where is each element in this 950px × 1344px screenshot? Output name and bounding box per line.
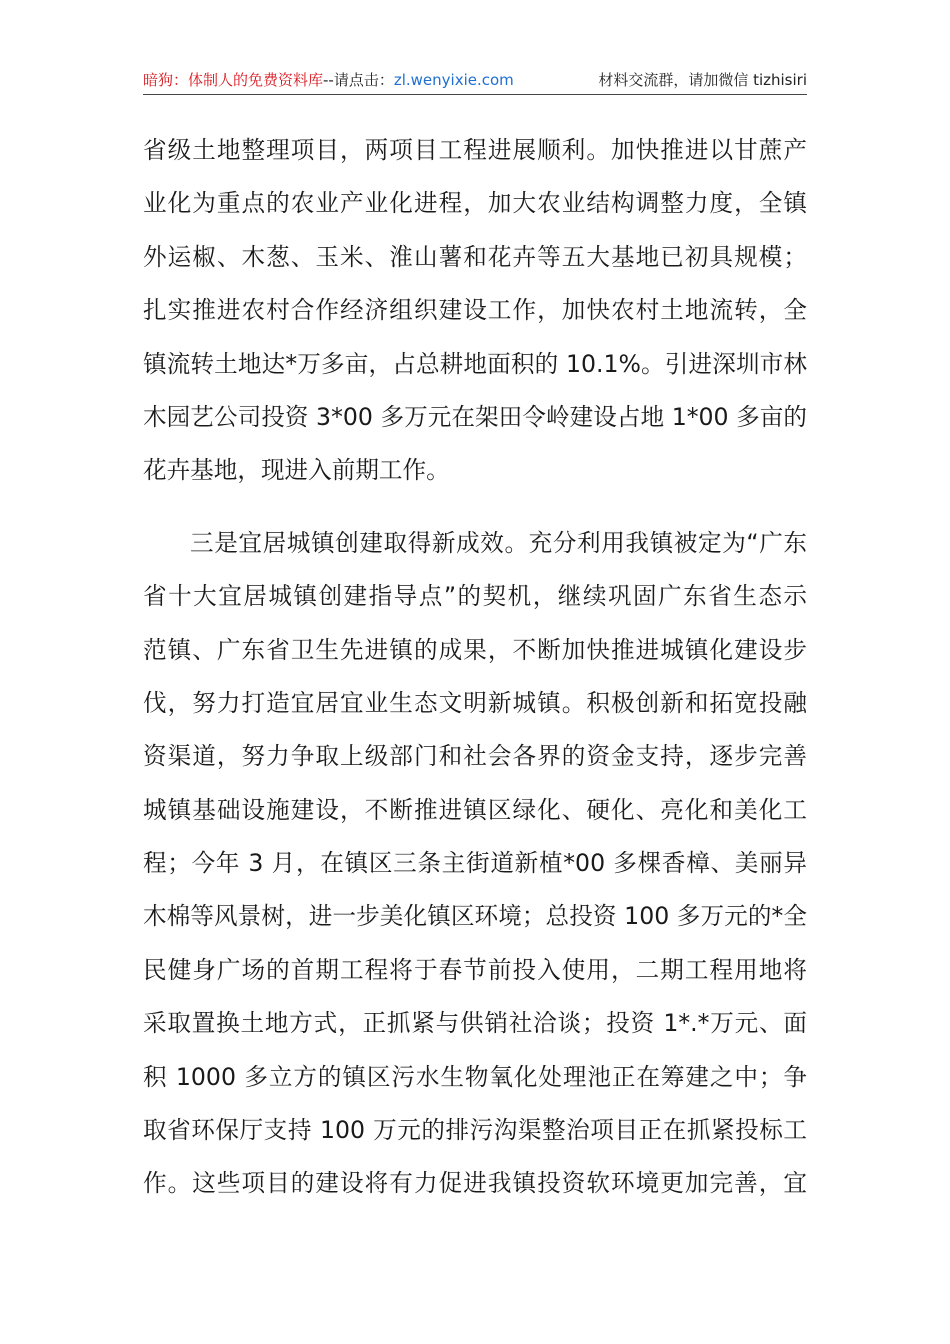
text-line: 花卉基地，现进入前期工作。 (143, 456, 450, 485)
page-header (143, 66, 807, 95)
text-line: 外运椒、木葱、玉米、淮山薯和花卉等五大基地已初具规模； (143, 242, 807, 271)
text-line: 木园艺公司投资 3*00 多万元在架田令岭建设占地 1*00 多亩的 (143, 402, 807, 431)
text-line: 省十大宜居城镇创建指导点”的契机，继续巩固广东省生态示 (143, 582, 807, 611)
header-wechat-note: 材料交流群，请加微信 tizhisiri (598, 71, 807, 89)
header-link[interactable]: zl.wenyixie.com (393, 71, 514, 89)
text-line: 镇流转土地达*万多亩，占总耕地面积的 10.1%。引进深圳市林 (143, 349, 807, 378)
paragraph-2 (143, 517, 807, 1211)
text-line: 取省环保厅支持 100 万元的排污沟渠整治项目正在抓紧投标工 (143, 1116, 807, 1145)
text-line: 城镇基础设施建设，不断推进镇区绿化、硬化、亮化和美化工 (143, 795, 807, 824)
text-line: 木棉等风景树，进一步美化镇区环境；总投资 100 多万元的*全 (143, 902, 807, 931)
text-line: 积 1000 多立方的镇区污水生物氧化处理池正在筹建之中；争 (143, 1062, 807, 1091)
text-line: 采取置换土地方式，正抓紧与供销社洽谈；投资 1*.*万元、面 (143, 1009, 807, 1038)
text-line: 作。这些项目的建设将有力促进我镇投资软环境更加完善，宜 (143, 1169, 807, 1198)
text-line: 范镇、广东省卫生先进镇的成果，不断加快推进城镇化建设步 (143, 635, 807, 664)
text-line: 资渠道，努力争取上级部门和社会各界的资金支持，逐步完善 (143, 742, 807, 771)
text-line: 扎实推进农村合作经济组织建设工作，加快农村土地流转，全 (143, 296, 807, 325)
text-line: 民健身广场的首期工程将于春节前投入使用，二期工程用地将 (143, 955, 807, 984)
paragraph-gap (143, 498, 807, 517)
text-line: 三是宜居城镇创建取得新成效。充分利用我镇被定为“广东 (190, 528, 807, 557)
header-prompt: --请点击： (323, 71, 394, 89)
text-line: 程；今年 3 月，在镇区三条主街道新植*00 多棵香樟、美丽异 (143, 849, 807, 878)
header-brand: 暗狗：体制人的免费资料库 (143, 71, 324, 89)
text-line: 伐，努力打造宜居宜业生态文明新城镇。积极创新和拓宽投融 (143, 688, 807, 717)
paragraph-1 (143, 124, 807, 498)
document-body (143, 124, 807, 1211)
text-line: 省级土地整理项目，两项目工程进展顺利。加快推进以甘蔗产 (143, 136, 807, 164)
text-line: 业化为重点的农业产业化进程，加大农业结构调整力度，全镇 (143, 189, 807, 218)
